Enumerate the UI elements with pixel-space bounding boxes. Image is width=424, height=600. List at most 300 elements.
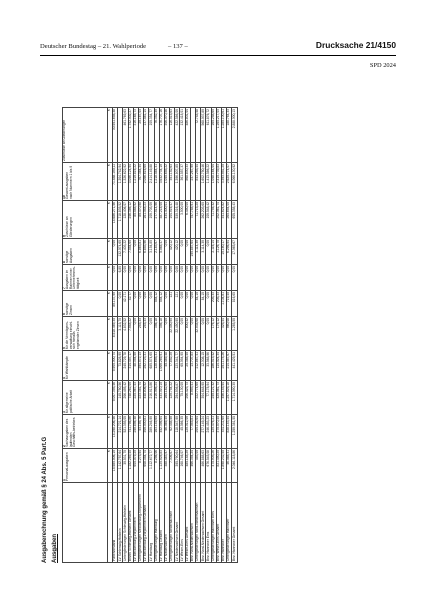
row-label: Bez. Nord-Niedersachsen Gesamt — [201, 483, 206, 563]
value-cell: 0,00 — [180, 317, 185, 351]
value-cell: 7.403,22 — [123, 239, 128, 265]
value-cell: 420,12 — [170, 239, 175, 265]
value-cell: 6.853,96 — [144, 239, 149, 265]
unit-cell: € — [108, 108, 113, 163]
value-cell: 206.423,73 — [185, 381, 190, 415]
value-cell: 767.384,34 — [138, 163, 143, 201]
value-cell: 0,00 — [138, 291, 143, 317]
value-cell: 3.194,80 — [149, 239, 154, 265]
value-cell: 0,00 — [164, 317, 169, 351]
value-cell: 0,00 — [133, 265, 138, 291]
value-cell: 1.602.750,46 — [201, 163, 206, 201]
value-cell: 245,33 — [144, 317, 149, 351]
value-cell: 1.048.164,04 — [211, 163, 216, 201]
value-cell: 120.476,21 — [211, 415, 216, 449]
column-number: 4 — [62, 377, 66, 379]
value-cell: 0,00 — [149, 291, 154, 317]
drucksache-value: 4150 — [377, 40, 396, 50]
value-cell: 109.703,09 — [149, 201, 154, 239]
header-rule — [40, 55, 396, 56]
unit-cell: € — [108, 201, 113, 239]
value-cell: 314.457,17 — [128, 351, 133, 381]
value-cell: 475.905,26 — [211, 449, 216, 483]
column-header — [63, 265, 108, 291]
value-cell: 0,00 — [113, 265, 118, 291]
value-cell: 0,00 — [185, 265, 190, 291]
column-header — [63, 351, 108, 381]
value-cell: 1.396.807,85 — [175, 163, 180, 201]
value-cell: 387.218,05 — [159, 201, 164, 239]
value-cell: 0,00 — [159, 265, 164, 291]
value-cell: 1.112.672,77 — [149, 449, 154, 483]
value-cell: 118.547,99 — [175, 415, 180, 449]
value-cell: 420.061,73 — [216, 381, 221, 415]
value-cell: 600.079,20 — [133, 449, 138, 483]
value-cell: 757.788,91 — [190, 201, 195, 239]
value-cell: 1.304.742,94 — [118, 163, 123, 201]
column-header — [63, 108, 108, 163]
value-cell: 214.721,14 — [118, 415, 123, 449]
column-number: 2 — [62, 445, 66, 447]
value-cell: 71.715,25 — [196, 201, 201, 239]
value-cell: 2.414.149,88 — [149, 163, 154, 201]
value-cell: 0,00 — [133, 291, 138, 317]
value-cell: 72.748,58 — [196, 108, 201, 163]
landscape-page — [42, 108, 396, 563]
column-number: 9 — [62, 235, 66, 237]
value-cell: 1.257.925,18 — [227, 381, 232, 415]
value-cell: 680.574,60 — [149, 351, 154, 381]
value-cell: 0,00 — [164, 239, 169, 265]
row-label: Bez. Hannover Gesamt — [232, 483, 237, 563]
value-cell: 80.470,98 — [138, 201, 143, 239]
value-cell: 165.182,65 — [164, 381, 169, 415]
value-cell: 325,44 — [221, 317, 226, 351]
unit-cell: € — [108, 239, 113, 265]
value-cell: 1.165.217,03 — [216, 108, 221, 163]
value-cell: 356,18 — [159, 317, 164, 351]
value-cell: 7.948,22 — [128, 317, 133, 351]
value-cell: 1.142.757,64 — [118, 449, 123, 483]
column-label: Sachausgaben des laufenden Geschäfts-betriebes — [65, 417, 77, 447]
value-cell: 246.453,23 — [206, 415, 211, 449]
value-cell: 71.488.190,11 — [113, 163, 118, 201]
value-cell: 137.581,14 — [144, 108, 149, 163]
value-cell: 45.489,48 — [164, 351, 169, 381]
value-cell: 205,33 — [211, 291, 216, 317]
value-cell: 1.120.928,83 — [159, 449, 164, 483]
unit-cell: € — [108, 415, 113, 449]
drucksache-number — [316, 40, 396, 50]
value-cell: 160.258,60 — [211, 108, 216, 163]
value-cell: 0,00 — [144, 265, 149, 291]
value-cell: 216.913,86 — [149, 381, 154, 415]
value-cell: 568.037,89 — [201, 108, 206, 163]
value-cell: 395.790,64 — [175, 449, 180, 483]
value-cell: 76.352,39 — [154, 108, 159, 163]
value-cell: 6.450,00 — [185, 201, 190, 239]
value-cell: 132.418,01 — [180, 108, 185, 163]
value-cell: 1.285,50 — [232, 317, 237, 351]
value-cell: 448.806,92 — [144, 381, 149, 415]
column-number: 6 — [62, 313, 66, 315]
value-cell: 0,00 — [206, 239, 211, 265]
value-cell: 240.729,78 — [123, 351, 128, 381]
value-cell: 351.152,63 — [170, 163, 175, 201]
value-cell: 109.548,42 — [206, 201, 211, 239]
value-cell: 161.048,23 — [144, 201, 149, 239]
value-cell: 0,00 — [185, 239, 190, 265]
value-cell: 251.178,26 — [221, 351, 226, 381]
value-cell: 186.515,42 — [211, 351, 216, 381]
column-label: Zuschüsse an Gliederungen — [65, 216, 73, 237]
unit-cell: € — [108, 351, 113, 381]
value-cell: 33.568,96 — [206, 351, 211, 381]
value-cell: 0,00 — [221, 265, 226, 291]
row-label: Bez. Nord-Niedersachsen — [190, 483, 195, 563]
column-number: 3 — [62, 411, 66, 413]
value-cell: 240.121,32 — [211, 381, 216, 415]
unit-cell: € — [108, 449, 113, 483]
value-cell: 100.354,77 — [149, 108, 154, 163]
value-cell: 2.888.000,13 — [232, 108, 237, 163]
value-cell: 3.632.734,19 — [159, 163, 164, 201]
value-cell: 0,00 — [185, 291, 190, 317]
value-cell: 289.246,99 — [149, 415, 154, 449]
value-cell: 370.570,40 — [216, 415, 221, 449]
value-cell: 176.707,16 — [159, 108, 164, 163]
value-cell: 14.298.206,46 — [113, 415, 118, 449]
value-cell: 5.568,47 — [159, 239, 164, 265]
value-cell: 46.088,31 — [227, 449, 232, 483]
value-cell: 1.714.090,30 — [232, 381, 237, 415]
value-cell: 388.483,97 — [164, 449, 169, 483]
value-cell: 2.183,67 — [154, 239, 159, 265]
value-cell: 163.149,65 — [154, 415, 159, 449]
value-cell: 84,10 — [201, 291, 206, 317]
value-cell: 53.195,76 — [138, 415, 143, 449]
value-cell: 4.832,52 — [123, 317, 128, 351]
row-label: Untergliederungen Nord-Niedersachsen — [196, 483, 201, 563]
value-cell: 202.061,74 — [216, 201, 221, 239]
value-cell: 48.394,59 — [133, 351, 138, 381]
value-cell: 816,65 — [232, 291, 237, 317]
value-cell: 1.045.655,22 — [164, 163, 169, 201]
value-cell: 821.450,20 — [216, 449, 221, 483]
value-cell: 128.695,31 — [154, 351, 159, 381]
value-cell: 214.087,67 — [227, 351, 232, 381]
value-cell: 262.203,60 — [201, 201, 206, 239]
value-cell: 3.114,39 — [201, 239, 206, 265]
value-cell: 3.046.124,54 — [128, 163, 133, 201]
value-cell: 0,00 — [138, 265, 143, 291]
value-cell: 140.750,56 — [118, 381, 123, 415]
table-title: Ausgaberechnung gemäß § 24 Abs. 5 Part.G — [42, 436, 48, 563]
row-label: Parteivorstand — [113, 483, 118, 563]
row-label: Bez. Hannover Ems — [206, 483, 211, 563]
value-cell: 129.012,09 — [185, 415, 190, 449]
value-cell: 60.094,95 — [180, 351, 185, 381]
value-cell: 434.400,01 — [164, 201, 169, 239]
value-cell: 77.178,94 — [206, 381, 211, 415]
value-cell: 0,00 — [206, 317, 211, 351]
value-cell: 237.267,99 — [190, 163, 195, 201]
column-number: 7 — [62, 287, 66, 289]
value-cell: 0,00 — [196, 265, 201, 291]
value-cell: 0,00 — [133, 317, 138, 351]
row-label: Untergliederungen Hamburg — [154, 483, 159, 563]
column-label: für die Vermögens-verwaltung einschl. sich hieraus ergebender Zinsen — [65, 320, 80, 349]
value-cell: 245,33 — [138, 317, 143, 351]
value-cell: 356,18 — [154, 317, 159, 351]
column-label: sonstige Zinsen — [65, 302, 73, 315]
value-cell: 452.396,64 — [159, 415, 164, 449]
unit-cell: € — [108, 163, 113, 201]
value-cell: 3.500,00 — [180, 201, 185, 239]
value-cell: 466.394,24 — [190, 449, 195, 483]
value-cell: 2.410.739,83 — [216, 163, 221, 201]
value-cell: 8.275,54 — [138, 449, 143, 483]
column-label: Zuschüsse an Gliederungen — [62, 119, 66, 161]
value-cell: 22.450,90 — [170, 317, 175, 351]
rotated-table-area — [42, 108, 396, 563]
value-cell: 3.114,39 — [196, 239, 201, 265]
header-row — [63, 108, 108, 563]
column-header — [63, 381, 108, 415]
value-cell: 420,12 — [175, 239, 180, 265]
row-label: LV Mecklenburg-Vorpommern Gesamt — [144, 483, 149, 563]
value-cell: 246.386,12 — [128, 201, 133, 239]
column-label: sonstige Ausgaben — [65, 248, 73, 263]
value-cell: 306.070,46 — [164, 108, 169, 163]
row-label: Untergliederungen Hannover — [227, 483, 232, 563]
value-cell: 277.149,24 — [201, 415, 206, 449]
value-cell: 0,00 — [180, 291, 185, 317]
value-cell: 748.262,00 — [128, 381, 133, 415]
value-cell: 104.916,47 — [170, 201, 175, 239]
value-cell: 521.355,05 — [123, 415, 128, 449]
value-cell: 486.801,04 — [185, 108, 190, 163]
column-number: 8 — [62, 261, 66, 263]
value-cell: 212.867,41 — [196, 351, 201, 381]
value-cell: 1.285.100,61 — [221, 108, 226, 163]
value-cell: 77.852,29 — [170, 351, 175, 381]
value-cell: 265.694,05 — [227, 201, 232, 239]
value-cell: 114.024,34 — [216, 351, 221, 381]
value-cell: 3.393.951,25 — [221, 163, 226, 201]
value-cell: 188.764,33 — [227, 108, 232, 163]
value-cell: 123.341,77 — [175, 351, 180, 381]
value-cell: 1.413.586,22 — [206, 163, 211, 201]
value-cell: 73.828,90 — [118, 351, 123, 381]
value-cell: 341.624,82 — [221, 201, 226, 239]
value-cell: 0,00 — [113, 239, 118, 265]
row-label: LV Hamburg Gesamt — [159, 483, 164, 563]
value-cell: 292.723,31 — [144, 351, 149, 381]
row-label: Bez. Weser-Ems Gesamt — [216, 483, 221, 563]
value-cell: 225.067,43 — [133, 381, 138, 415]
value-cell: 200.102,64 — [196, 415, 201, 449]
value-cell: 1.752.502,27 — [128, 108, 133, 163]
value-cell: 0,00 — [164, 265, 169, 291]
value-cell: 39.531,70 — [123, 449, 128, 483]
value-cell: 441.429,51 — [232, 351, 237, 381]
value-cell: 843.255,44 — [196, 163, 201, 201]
value-cell: 129.754,22 — [170, 381, 175, 415]
value-cell: 7.554,60 — [128, 239, 133, 265]
value-cell: 29.167,03 — [138, 108, 143, 163]
value-cell: 309.030,81 — [144, 415, 149, 449]
value-cell: 0,00 — [201, 265, 206, 291]
expense-table — [62, 107, 238, 563]
value-cell: 1.182.289,40 — [128, 449, 133, 483]
value-cell: 719,40 — [227, 291, 232, 317]
column-header — [63, 163, 108, 201]
value-cell: 6.296,94 — [227, 239, 232, 265]
value-cell: 22.450,90 — [175, 317, 180, 351]
column-number: 10 — [62, 195, 66, 199]
value-cell: 0,00 — [180, 239, 185, 265]
value-cell: 2.046.118,86 — [232, 449, 237, 483]
value-cell: 1.126,70 — [216, 239, 221, 265]
table-subtitle: Ausgaben — [52, 533, 58, 563]
value-cell: 1.104,81 — [221, 291, 226, 317]
value-cell: 0,00 — [206, 265, 211, 291]
value-cell: 9.007.395,46 — [113, 381, 118, 415]
value-cell: 0,00 — [154, 265, 159, 291]
value-cell: 259.856,38 — [133, 415, 138, 449]
column-header — [63, 291, 108, 317]
value-cell: 222.774,60 — [196, 381, 201, 415]
value-cell: 316.168,73 — [133, 108, 138, 163]
value-cell: 605.358,43 — [232, 201, 237, 239]
value-cell: 422.586,09 — [175, 108, 180, 163]
value-cell: 56.089,40 — [164, 415, 169, 449]
column-header — [63, 201, 108, 239]
value-cell: 45.086,35 — [180, 415, 185, 449]
value-cell: 116.515,63 — [170, 108, 175, 163]
value-cell: 176,12 — [216, 317, 221, 351]
value-cell: 223.381,74 — [138, 381, 143, 415]
value-cell: 0,00 — [149, 317, 154, 351]
row-label: LV Niedersachsen Gesamt — [175, 483, 180, 563]
value-cell: 1.218.584,31 — [154, 163, 159, 201]
value-cell: 0,00 — [144, 291, 149, 317]
value-cell: 12.308,15 — [201, 351, 206, 381]
value-cell: 0,00 — [128, 265, 133, 291]
value-cell: 75.130,00 — [180, 381, 185, 415]
unit-cell: € — [108, 381, 113, 415]
value-cell: 17.065,67 — [232, 239, 237, 265]
value-cell: 461.769,63 — [123, 108, 128, 163]
row-label: LV Hamburg — [149, 483, 154, 563]
column-header — [63, 317, 108, 351]
row-label: Untergliederungen Schleswig-Holstein — [123, 483, 128, 563]
row-label: Untergliederungen Niedersachsen — [170, 483, 175, 563]
value-cell: 0,00 — [118, 291, 123, 317]
column-label: Personal-ausgaben — [65, 452, 70, 481]
value-cell: 0,00 — [164, 291, 169, 317]
row-label: Untergliederungen Mecklenburg-Vorpommern — [138, 483, 143, 563]
value-cell: 554,12 — [154, 291, 159, 317]
value-cell: 84,10 — [196, 291, 201, 317]
value-cell: 828.143,44 — [227, 415, 232, 449]
value-cell: 0,00 — [190, 317, 195, 351]
value-cell: 466.888,63 — [201, 449, 206, 483]
column-label: für allgemeine politische Arbeit — [65, 389, 73, 413]
value-cell: 611.876,72 — [206, 108, 211, 163]
column-number: 5 — [62, 347, 66, 349]
value-cell: 168.746,07 — [180, 449, 185, 483]
column-label: für Wahlkämpfe — [65, 356, 70, 379]
value-cell: 15.980.506,10 — [113, 449, 118, 483]
value-cell: 132.074,60 — [118, 239, 123, 265]
row-label: LV Weser-Ems — [180, 483, 185, 563]
value-cell: 493,00 — [196, 449, 201, 483]
value-cell: 85.588,92 — [133, 201, 138, 239]
value-cell: 0,00 — [170, 265, 175, 291]
value-cell: 1.009.269,91 — [159, 351, 164, 381]
value-cell: 0,00 — [190, 291, 195, 317]
value-cell: 0,00 — [227, 265, 232, 291]
unit-cell: € — [108, 291, 113, 317]
value-cell: 10.160,17 — [221, 239, 226, 265]
value-cell: 62.458,59 — [170, 415, 175, 449]
value-cell: 0,00 — [211, 265, 216, 291]
value-cell: 1.326.622,92 — [123, 163, 128, 201]
value-cell: 30.951.698,38 — [113, 108, 118, 163]
column-header — [63, 449, 108, 483]
value-cell: 9.900.000,74 — [113, 351, 118, 381]
value-cell: 32.938,68 — [196, 317, 201, 351]
value-cell: 6.863,81 — [138, 239, 143, 265]
page-header — [40, 40, 396, 54]
value-cell: 0,00 — [232, 265, 237, 291]
unit-cell: € — [108, 317, 113, 351]
row-label: Bez. Hannover — [221, 483, 226, 563]
value-cell: 1.259.381,55 — [232, 415, 237, 449]
value-cell: 0,00 — [175, 265, 180, 291]
value-cell: 433.010,10 — [159, 381, 164, 415]
value-cell: 0,00 — [201, 317, 206, 351]
value-cell: 6,80 — [118, 265, 123, 291]
value-cell: 539.316,48 — [175, 201, 180, 239]
value-cell: 206.495,42 — [123, 381, 128, 415]
value-cell: 1.219.816,22 — [133, 163, 138, 201]
value-cell: 89.137,99 — [113, 291, 118, 317]
value-cell: 554,12 — [159, 291, 164, 317]
value-cell: 394.972,13 — [138, 351, 143, 381]
column-label: Ausgaben im Rahmen einer Unternehmens-tätigkeit — [65, 266, 80, 289]
column-header — [63, 483, 108, 563]
value-cell: 42.171 — [123, 291, 128, 317]
value-cell: 14.686.271,56 — [113, 201, 118, 239]
unit-cell: € — [108, 265, 113, 291]
row-label: LV Schleswig-Holstein — [118, 483, 123, 563]
value-cell: 13.707,83 — [190, 351, 195, 381]
value-cell: 7.306,67 — [170, 449, 175, 483]
value-cell: 960,08 — [227, 317, 232, 351]
row-label: LV Niedersachsen — [164, 483, 169, 563]
value-cell: 741.756,86 — [128, 415, 133, 449]
value-cell: 20.388,40 — [185, 351, 190, 381]
value-cell: 1.718.835,52 — [118, 201, 123, 239]
column-header — [63, 415, 108, 449]
value-cell: 0,00 — [206, 291, 211, 317]
value-cell: 8.256,06 — [154, 449, 159, 483]
value-cell: 128.406,07 — [123, 201, 128, 239]
value-cell: 71.746,32 — [211, 201, 216, 239]
